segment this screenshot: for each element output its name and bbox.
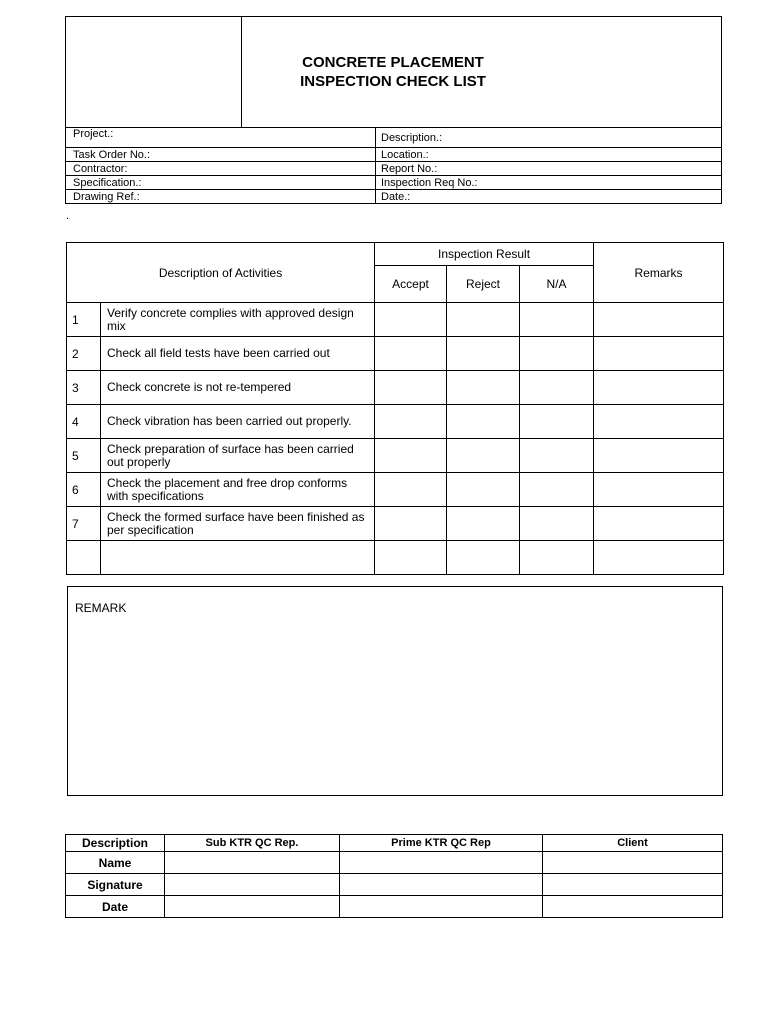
sub-ktr-name-cell[interactable]	[165, 852, 340, 874]
table-row	[67, 439, 724, 473]
sub-ktr-date-cell[interactable]	[165, 896, 340, 918]
title-line-1: CONCRETE PLACEMENT	[302, 54, 484, 71]
prime-ktr-signature-cell[interactable]	[340, 874, 543, 896]
row-number: 4	[67, 405, 101, 439]
divider	[66, 175, 721, 176]
activity-text: Check concrete is not re-tempered	[101, 371, 375, 405]
divider	[66, 147, 721, 148]
inspection-req-field: Inspection Req No.:	[381, 177, 478, 189]
signature-row-label: Signature	[66, 874, 165, 896]
location-field: Location.:	[381, 149, 429, 161]
na-cell[interactable]	[520, 439, 594, 473]
prime-ktr-header: Prime KTR QC Rep	[340, 835, 543, 852]
activity-text: Check all field tests have been carried out	[101, 337, 375, 371]
prime-ktr-date-cell[interactable]	[340, 896, 543, 918]
row-number: 3	[67, 371, 101, 405]
title-cell	[241, 17, 544, 127]
table-row	[66, 874, 723, 896]
title-line-2: INSPECTION CHECK LIST	[300, 73, 486, 90]
table-row	[67, 405, 724, 439]
task-order-field: Task Order No.:	[73, 149, 151, 161]
inspection-result-header: Inspection Result	[375, 243, 594, 266]
reject-header: Reject	[447, 266, 520, 303]
table-row	[66, 896, 723, 918]
reject-cell[interactable]	[447, 303, 520, 337]
divider	[66, 127, 721, 128]
project-field: Project.:	[73, 128, 114, 140]
table-row	[66, 852, 723, 874]
remark-box[interactable]	[67, 586, 723, 796]
table-row	[67, 371, 724, 405]
activity-text	[101, 541, 375, 575]
form-header	[65, 16, 722, 204]
table-row	[67, 337, 724, 371]
reject-cell[interactable]	[447, 507, 520, 541]
activity-text: Check the formed surface have been finished as per specification	[101, 507, 375, 541]
divider	[66, 161, 721, 162]
reject-cell[interactable]	[447, 439, 520, 473]
sub-ktr-header: Sub KTR QC Rep.	[165, 835, 340, 852]
description-column-header: Description	[66, 835, 165, 852]
remarks-cell[interactable]	[594, 303, 724, 337]
accept-cell[interactable]	[375, 371, 447, 405]
divider	[66, 189, 721, 190]
client-date-cell[interactable]	[543, 896, 723, 918]
na-cell[interactable]	[520, 371, 594, 405]
na-cell[interactable]	[520, 507, 594, 541]
signoff-table	[65, 834, 723, 918]
row-number: 2	[67, 337, 101, 371]
row-number: 7	[67, 507, 101, 541]
activity-text: Check preparation of surface has been carried out properly	[101, 439, 375, 473]
drawing-ref-field: Drawing Ref.:	[73, 191, 140, 203]
remarks-header: Remarks	[594, 243, 724, 303]
accept-header: Accept	[375, 266, 447, 303]
reject-cell[interactable]	[447, 473, 520, 507]
activity-text: Check vibration has been carried out properly.	[101, 405, 375, 439]
remarks-cell[interactable]	[594, 541, 724, 575]
specification-field: Specification.:	[73, 177, 142, 189]
activity-text: Verify concrete complies with approved design mix	[101, 303, 375, 337]
description-field: Description.:	[381, 132, 443, 144]
date-row-label: Date	[66, 896, 165, 918]
row-number: 1	[67, 303, 101, 337]
remarks-cell[interactable]	[594, 507, 724, 541]
reject-cell[interactable]	[447, 405, 520, 439]
accept-cell[interactable]	[375, 405, 447, 439]
client-name-cell[interactable]	[543, 852, 723, 874]
name-row-label: Name	[66, 852, 165, 874]
prime-ktr-name-cell[interactable]	[340, 852, 543, 874]
report-no-field: Report No.:	[381, 163, 438, 175]
row-number	[67, 541, 101, 575]
remarks-cell[interactable]	[594, 371, 724, 405]
accept-cell[interactable]	[375, 337, 447, 371]
table-row	[67, 303, 724, 337]
remarks-cell[interactable]	[594, 473, 724, 507]
remark-label: REMARK	[75, 601, 127, 615]
row-number: 6	[67, 473, 101, 507]
accept-cell[interactable]	[375, 303, 447, 337]
client-header: Client	[543, 835, 723, 852]
table-row	[67, 507, 724, 541]
reject-cell[interactable]	[447, 337, 520, 371]
na-cell[interactable]	[520, 473, 594, 507]
contractor-field: Contractor:	[73, 163, 128, 175]
activities-table	[66, 242, 724, 575]
table-row	[67, 473, 724, 507]
reject-cell[interactable]	[447, 541, 520, 575]
na-cell[interactable]	[520, 541, 594, 575]
sub-ktr-signature-cell[interactable]	[165, 874, 340, 896]
na-header: N/A	[520, 266, 594, 303]
divider	[375, 127, 376, 203]
na-cell[interactable]	[520, 337, 594, 371]
date-field: Date.:	[381, 191, 411, 203]
accept-cell[interactable]	[375, 541, 447, 575]
separator-dot: .	[66, 210, 70, 222]
activity-text: Check the placement and free drop conforms with specifications	[101, 473, 375, 507]
na-cell[interactable]	[520, 303, 594, 337]
description-header: Description of Activities	[67, 243, 375, 303]
remarks-cell[interactable]	[594, 337, 724, 371]
client-signature-cell[interactable]	[543, 874, 723, 896]
row-number: 5	[67, 439, 101, 473]
remarks-cell[interactable]	[594, 439, 724, 473]
reject-cell[interactable]	[447, 371, 520, 405]
na-cell[interactable]	[520, 405, 594, 439]
accept-cell[interactable]	[375, 439, 447, 473]
accept-cell[interactable]	[375, 507, 447, 541]
accept-cell[interactable]	[375, 473, 447, 507]
table-row	[67, 541, 724, 575]
remarks-cell[interactable]	[594, 405, 724, 439]
